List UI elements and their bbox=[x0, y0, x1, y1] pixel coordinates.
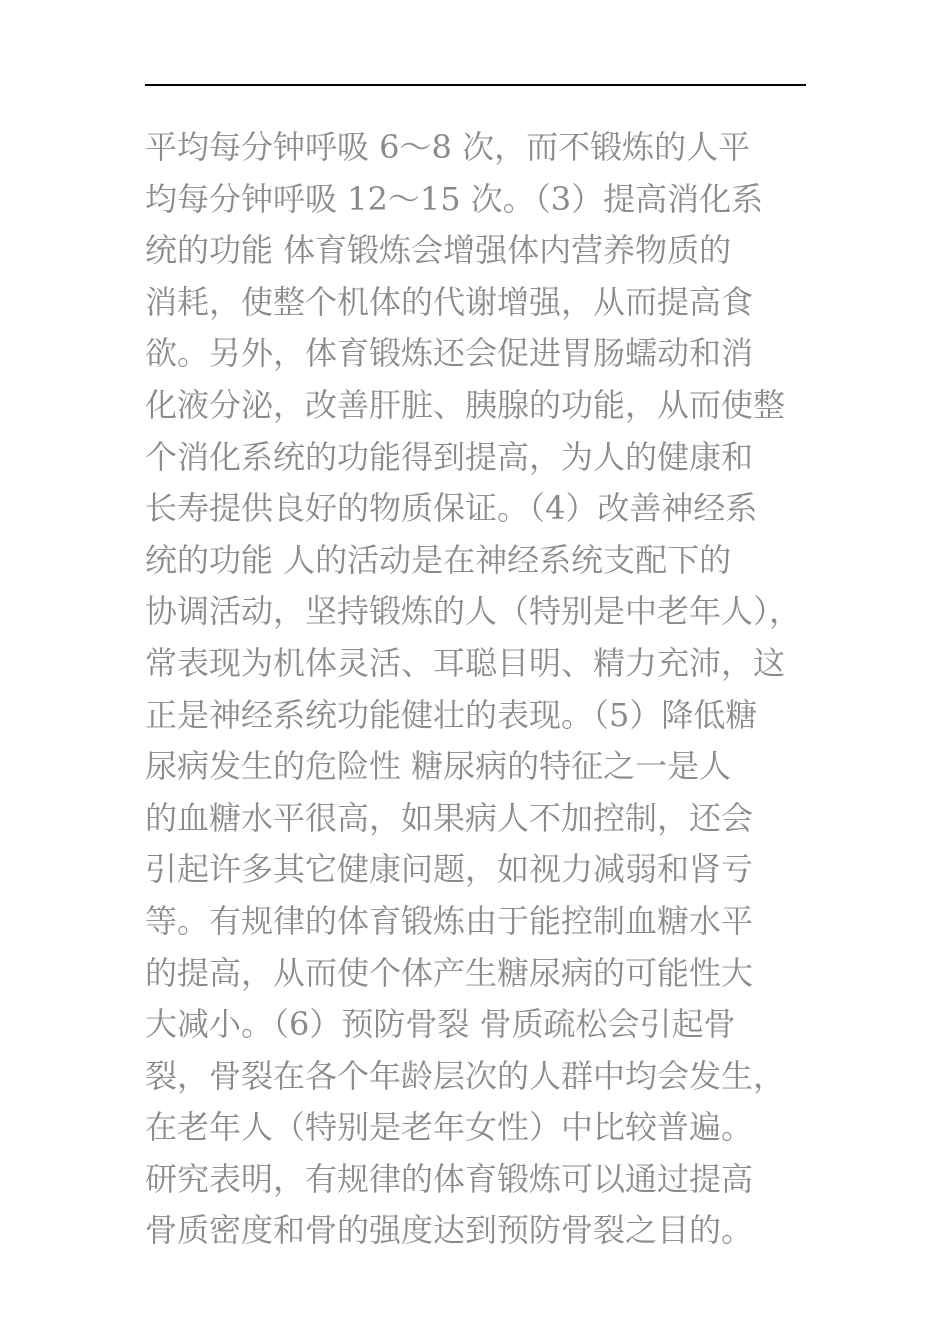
text-line: 长寿提供良好的物质保证。（4）改善神经系 bbox=[145, 489, 758, 528]
header-rule bbox=[145, 84, 806, 86]
body-text bbox=[145, 122, 815, 1257]
text-line: 大减小。（6）预防骨裂 骨质疏松会引起骨 bbox=[145, 1005, 736, 1044]
text-line: 在老年人（特别是老年女性）中比较普遍。 bbox=[145, 1108, 754, 1147]
text-line: 等。有规律的体育锻炼由于能控制血糖水平 bbox=[145, 901, 754, 940]
text-line: 协调活动，坚持锻炼的人（特别是中老年人）， bbox=[145, 592, 802, 631]
text-line: 的提高，从而使个体产生糖尿病的可能性大 bbox=[145, 953, 754, 992]
text-line: 骨质密度和骨的强度达到预防骨裂之目的。 bbox=[145, 1211, 754, 1250]
text-line: 引起许多其它健康问题，如视力减弱和肾亏 bbox=[145, 850, 754, 889]
text-line: 均每分钟呼吸 12～15 次。（3）提高消化系 bbox=[145, 179, 764, 218]
text-line: 化液分泌，改善肝脏、胰腺的功能，从而使整 bbox=[145, 385, 786, 424]
text-line: 尿病发生的危险性 糖尿病的特征之一是人 bbox=[145, 747, 732, 786]
text-line: 平均每分钟呼吸 6～8 次，而不锻炼的人平 bbox=[145, 128, 751, 166]
text-line: 裂，骨裂在各个年龄层次的人群中均会发生， bbox=[145, 1056, 786, 1095]
text-line: 统的功能 体育锻炼会增强体内营养物质的 bbox=[145, 231, 732, 270]
text-line: 研究表明，有规律的体育锻炼可以通过提高 bbox=[145, 1159, 754, 1198]
text-line: 个消化系统的功能得到提高，为人的健康和 bbox=[145, 437, 754, 476]
text-line: 正是神经系统功能健壮的表现。（5）降低糖 bbox=[145, 695, 758, 734]
text-line: 欲。另外，体育锻炼还会促进胃肠蠕动和消 bbox=[145, 334, 754, 373]
text-line: 统的功能 人的活动是在神经系统支配下的 bbox=[145, 540, 732, 579]
text-line: 的血糖水平很高，如果病人不加控制，还会 bbox=[145, 798, 754, 837]
text-line: 常表现为机体灵活、耳聪目明、精力充沛，这 bbox=[145, 643, 786, 682]
text-line: 消耗，使整个机体的代谢增强，从而提高食 bbox=[145, 282, 754, 321]
